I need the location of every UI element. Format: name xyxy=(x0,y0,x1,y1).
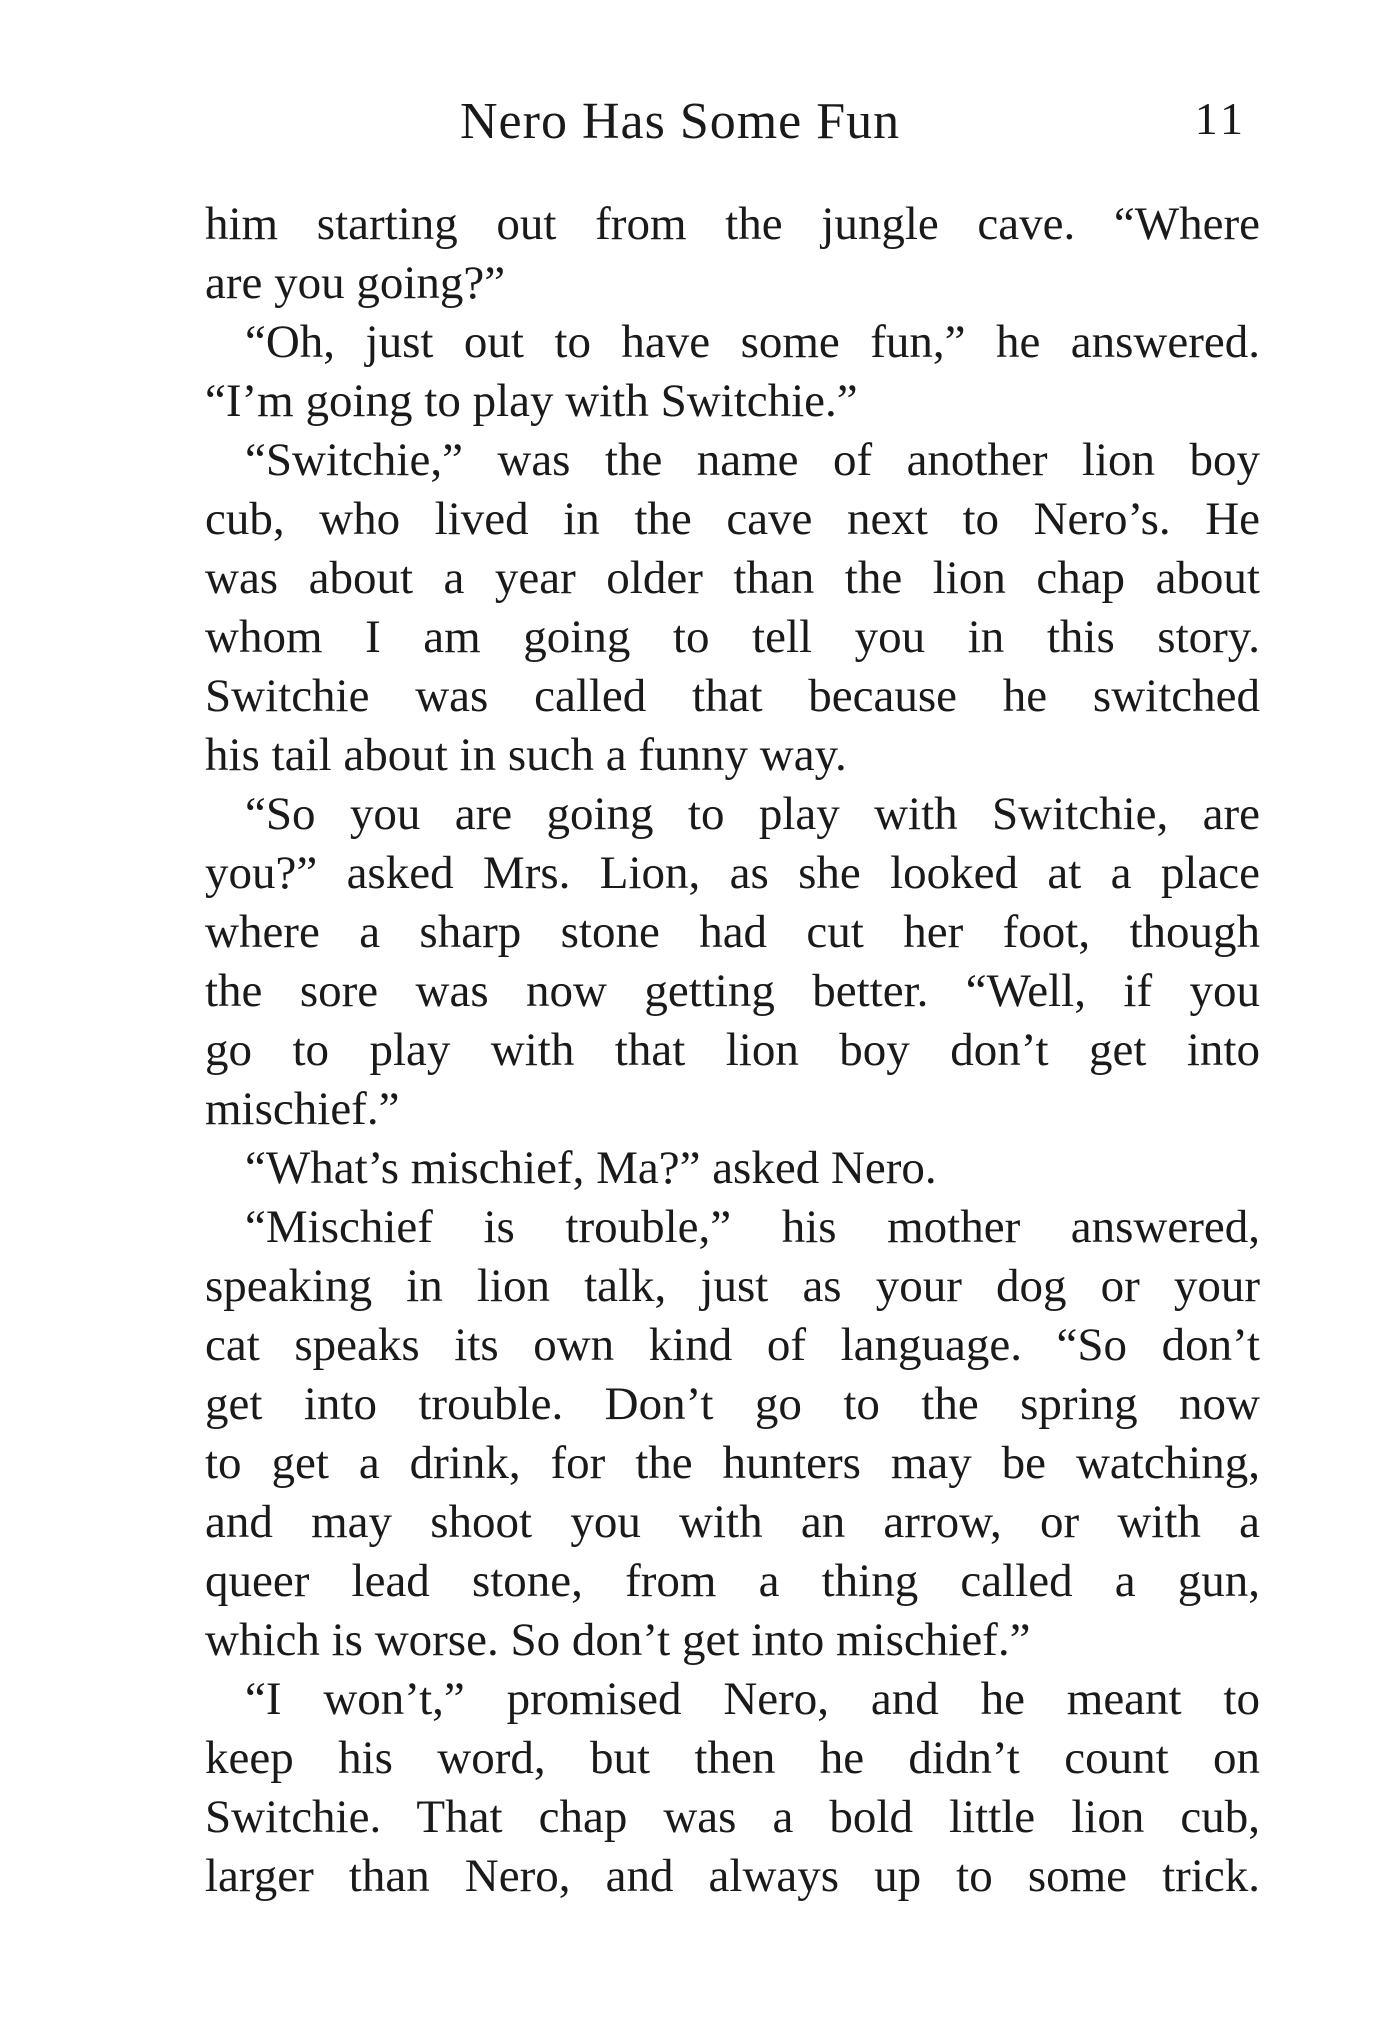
text-line: Switchie was called that because he switched xyxy=(205,670,1260,722)
text-line: speaking in lion talk, just as your dog or your xyxy=(205,1260,1260,1312)
text-line: are you going?” xyxy=(205,257,506,309)
text-line: “Mischief is trouble,” his mother answered, xyxy=(245,1201,1260,1253)
text-line: “Oh, just out to have some fun,” he answered. xyxy=(245,316,1260,368)
running-title: Nero Has Some Fun xyxy=(460,93,901,150)
text-line: to get a drink, for the hunters may be watching, xyxy=(205,1437,1260,1489)
text-line: go to play with that lion boy don’t get into xyxy=(205,1024,1260,1076)
text-line: queer lead stone, from a thing called a gun, xyxy=(205,1555,1260,1607)
text-line: his tail about in such a funny way. xyxy=(205,729,847,781)
text-line: was about a year older than the lion chap about xyxy=(205,552,1260,604)
text-line: the sore was now getting better. “Well, if you xyxy=(205,965,1260,1017)
text-line: and may shoot you with an arrow, or with a xyxy=(205,1496,1260,1548)
text-line: “I won’t,” promised Nero, and he meant to xyxy=(245,1673,1260,1725)
text-line: him starting out from the jungle cave. “Where xyxy=(205,198,1260,250)
page-number: 11 xyxy=(1194,93,1247,144)
text-line: “What’s mischief, Ma?” asked Nero. xyxy=(245,1142,937,1194)
text-line: get into trouble. Don’t go to the spring now xyxy=(205,1378,1260,1430)
text-line: whom I am going to tell you in this story. xyxy=(205,611,1260,663)
text-line: “I’m going to play with Switchie.” xyxy=(205,375,858,427)
text-line: “So you are going to play with Switchie, are xyxy=(245,788,1260,840)
text-line: Switchie. That chap was a bold little lion cub, xyxy=(205,1791,1260,1843)
body-text xyxy=(205,195,1260,1906)
text-line: “Switchie,” was the name of another lion boy xyxy=(245,434,1260,486)
page-header xyxy=(205,92,1255,162)
text-line: where a sharp stone had cut her foot, though xyxy=(205,906,1260,958)
text-line: you?” asked Mrs. Lion, as she looked at a place xyxy=(205,847,1260,899)
text-line: mischief.” xyxy=(205,1083,400,1135)
text-line: cat speaks its own kind of language. “So don’t xyxy=(205,1319,1260,1371)
text-line: keep his word, but then he didn’t count on xyxy=(205,1732,1260,1784)
text-line: cub, who lived in the cave next to Nero’s. He xyxy=(205,493,1260,545)
text-line: larger than Nero, and always up to some trick. xyxy=(205,1850,1260,1902)
text-line: which is worse. So don’t get into mischief.” xyxy=(205,1614,1031,1666)
